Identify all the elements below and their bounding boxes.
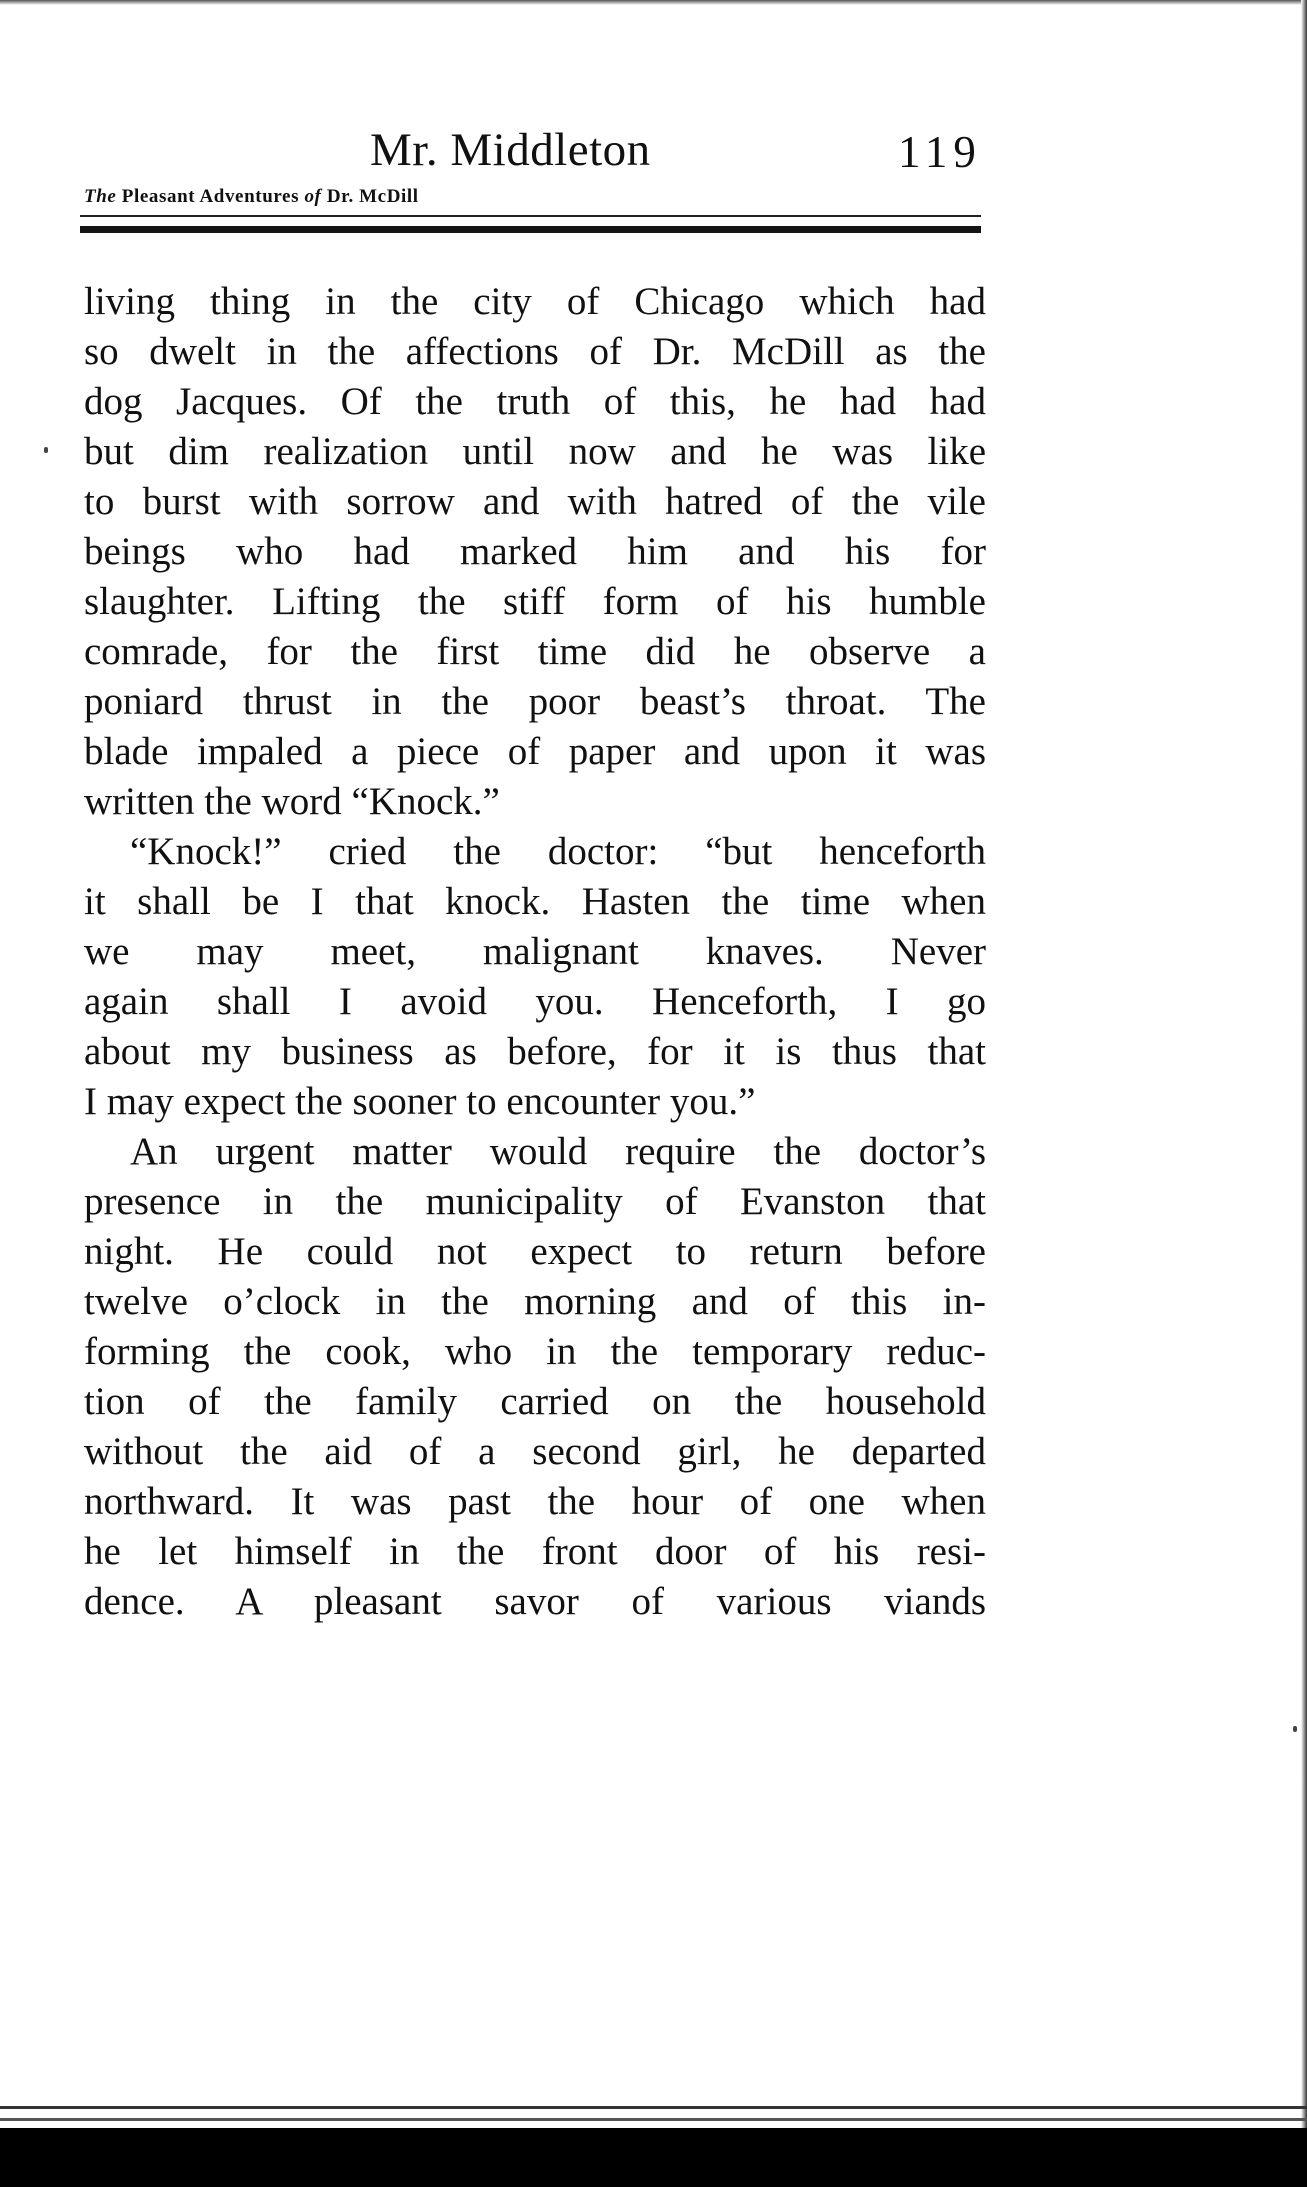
series-title-text: Pleasant Adventures bbox=[121, 186, 300, 207]
text-line: tion of the family carried on the household bbox=[84, 1380, 986, 1423]
text-line: he let himself in the front door of his resi- bbox=[84, 1530, 986, 1573]
text-line: dence. A pleasant savor of various viands bbox=[84, 1580, 986, 1623]
page-number: 119 bbox=[898, 127, 982, 177]
text-line: living thing in the city of Chicago which had bbox=[84, 280, 986, 323]
text-line: dog Jacques. Of the truth of this, he had had bbox=[84, 380, 986, 423]
text-line: night. He could not expect to return before bbox=[84, 1230, 986, 1273]
text-line: northward. It was past the hour of one when bbox=[84, 1480, 986, 1523]
text-line: “Knock!” cried the doctor: “but henceforth bbox=[130, 830, 986, 873]
running-title: Mr. Middleton bbox=[370, 124, 651, 176]
scan-speck bbox=[44, 447, 48, 453]
text-line: about my business as before, for it is thus that bbox=[84, 1030, 986, 1073]
series-name: Dr. McDill bbox=[326, 186, 419, 207]
text-line: we may meet, malignant knaves. Never bbox=[84, 930, 986, 973]
series-prefix: The bbox=[84, 186, 117, 207]
scan-bottom-bar bbox=[0, 2128, 1307, 2187]
header-rule-thin bbox=[80, 215, 981, 217]
text-line: comrade, for the first time did he observe a bbox=[84, 630, 986, 673]
text-line: it shall be I that knock. Hasten the time when bbox=[84, 880, 986, 923]
text-line: slaughter. Lifting the stiff form of his humble bbox=[84, 580, 986, 623]
scan-speck bbox=[1293, 1726, 1297, 1732]
series-of: of bbox=[304, 186, 322, 207]
text-line: again shall I avoid you. Henceforth, I go bbox=[84, 980, 986, 1023]
scan-rule-bottom bbox=[0, 2106, 1307, 2109]
scan-edge-top bbox=[0, 0, 1307, 5]
text-line: I may expect the sooner to encounter you.” bbox=[84, 1080, 756, 1123]
header-rule-thick bbox=[80, 226, 981, 233]
text-line: beings who had marked him and his for bbox=[84, 530, 986, 573]
text-line: without the aid of a second girl, he departed bbox=[84, 1430, 986, 1473]
scan-edge-right bbox=[1301, 0, 1307, 2187]
text-line: poniard thrust in the poor beast’s throat. The bbox=[84, 680, 986, 723]
text-line: presence in the municipality of Evanston that bbox=[84, 1180, 986, 1223]
text-line: so dwelt in the affections of Dr. McDill as the bbox=[84, 330, 986, 373]
text-line: but dim realization until now and he was like bbox=[84, 430, 986, 473]
text-line: twelve o’clock in the morning and of this in- bbox=[84, 1280, 986, 1323]
text-line: forming the cook, who in the temporary reduc- bbox=[84, 1330, 986, 1373]
text-line: An urgent matter would require the doctor’s bbox=[130, 1130, 986, 1173]
text-line: written the word “Knock.” bbox=[84, 780, 500, 823]
series-title bbox=[84, 185, 419, 209]
text-line: to burst with sorrow and with hatred of the vile bbox=[84, 480, 986, 523]
body-text bbox=[84, 277, 986, 1627]
scan-rule-bottom bbox=[0, 2118, 1307, 2121]
text-line: blade impaled a piece of paper and upon it was bbox=[84, 730, 986, 773]
